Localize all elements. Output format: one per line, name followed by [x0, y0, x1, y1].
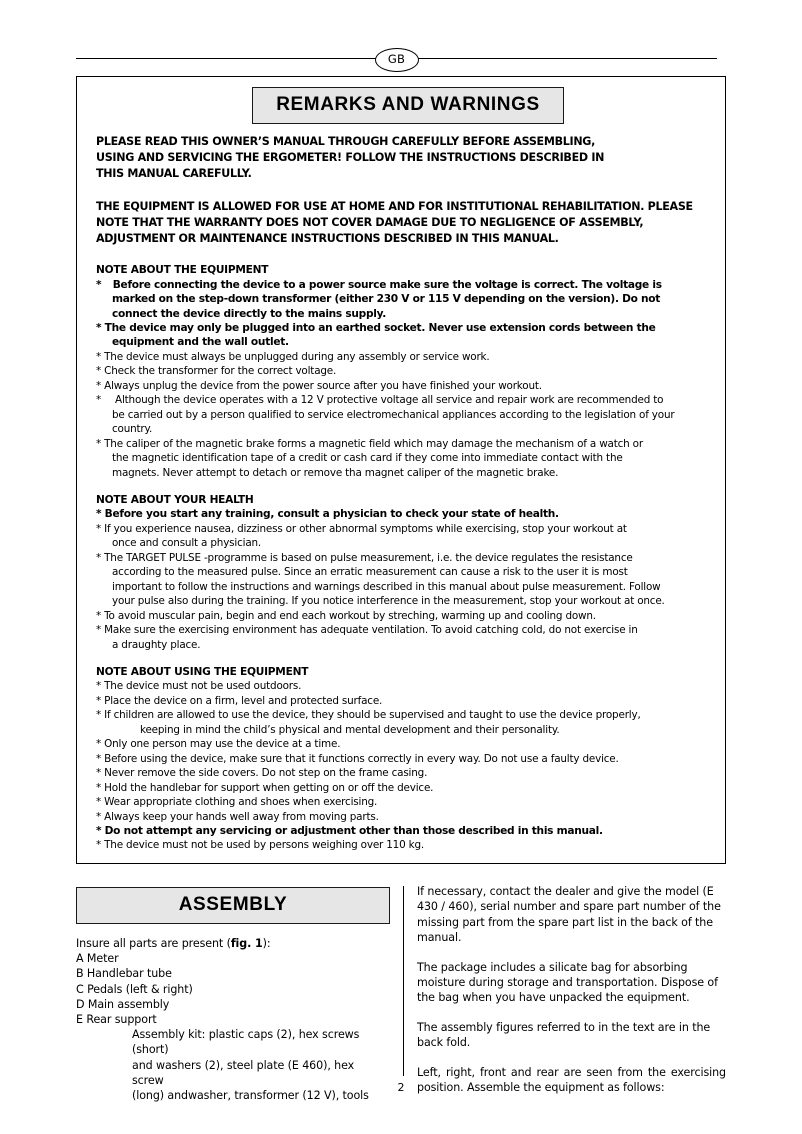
health-item: * Before you start any training, consult a physician to check your state of health.	[96, 508, 559, 521]
intro2-line-1: THE EQUIPMENT IS ALLOWED FOR USE AT HOME AND FOR INSTITUTIONAL REHABILITATION. PLEASE	[96, 199, 693, 213]
part-item-b: B Handlebar tube	[76, 967, 172, 981]
using-item: * Always keep your hands well away from moving parts.	[96, 810, 379, 823]
equipment-subheading: NOTE ABOUT THE EQUIPMENT	[96, 264, 269, 277]
part-item-a: A Meter	[76, 952, 119, 966]
assembly-section	[76, 884, 726, 1103]
equipment-item-cont: country.	[112, 423, 153, 436]
spacer	[96, 480, 711, 493]
assembly-note-paragraph: The assembly figures referred to in the text are in the back fold.	[417, 1021, 711, 1050]
remarks-and-warnings-panel	[76, 76, 726, 864]
equipment-item-cont: the magnetic identification tape of a credit or cash card if they come into immediate contact with the	[112, 452, 623, 465]
assembly-kit-line: (long) andwasher, transformer (12 V), tools	[132, 1089, 369, 1103]
equipment-item: * The caliper of the magnetic brake forms a magnetic field which may damage the mechanism of a watch or	[96, 437, 643, 450]
equipment-item-cont: magnets. Never attempt to detach or remove tha magnet caliper of the magnetic brake.	[112, 466, 559, 479]
remarks-section-heading: REMARKS AND WARNINGS	[252, 87, 564, 124]
health-item-cont: important to follow the instructions and warnings described in this manual about pulse measurement. Follow	[112, 580, 661, 593]
assembly-parts-list	[76, 936, 386, 1103]
spacer	[96, 652, 711, 665]
spacer	[96, 183, 711, 199]
health-item-cont: a draughty place.	[112, 638, 201, 651]
remarks-body-text	[96, 134, 711, 853]
equipment-item: * Check the transformer for the correct voltage.	[96, 365, 337, 378]
using-item: * Only one person may use the device at a time.	[96, 738, 341, 751]
intro2-line-3: ADJUSTMENT OR MAINTENANCE INSTRUCTIONS DESCRIBED IN THIS MANUAL.	[96, 232, 559, 246]
using-item: * Never remove the side covers. Do not step on the frame casing.	[96, 767, 428, 780]
part-item-e: E Rear support	[76, 1013, 157, 1027]
assembly-kit-line: and washers (2), steel plate (E 460), hex screw	[132, 1058, 358, 1087]
assembly-note-paragraph: The package includes a silicate bag for absorbing moisture during storage and transportation. Dispose of the bag when you have unpacked the equipment.	[417, 960, 718, 1005]
using-item: * Before using the device, make sure that it functions correctly in every way. Do not use a faulty device.	[96, 752, 619, 765]
using-item: * Wear appropriate clothing and shoes when exercising.	[96, 796, 378, 809]
equipment-list	[96, 278, 711, 480]
equipment-item: * Before connecting the device to a power source make sure the voltage is correct. The voltage is	[96, 278, 662, 291]
equipment-item-cont: connect the device directly to the mains supply.	[112, 307, 387, 320]
health-item: * Make sure the exercising environment has adequate ventilation. To avoid catching cold, do not exercise in	[96, 624, 638, 637]
health-subheading: NOTE ABOUT YOUR HEALTH	[96, 494, 254, 507]
figure-reference: fig. 1	[230, 937, 263, 950]
using-item: * Hold the handlebar for support when getting on or off the device.	[96, 781, 434, 794]
intro2-line-2: NOTE THAT THE WARRANTY DOES NOT COVER DAMAGE DUE TO NEGLIGENCE OF ASSEMBLY,	[96, 215, 644, 229]
equipment-item-cont: marked on the step-down transformer (either 230 V or 115 V depending on the version). Do not	[112, 293, 661, 306]
using-item: * The device must not be used by persons weighing over 110 kg.	[96, 839, 425, 852]
using-subheading: NOTE ABOUT USING THE EQUIPMENT	[96, 666, 309, 678]
equipment-item: * The device may only be plugged into an earthed socket. Never use extension cords between the	[96, 322, 656, 335]
health-item-cont: according to the measured pulse. Since an erratic measurement can cause a risk to the user it is most	[112, 566, 628, 579]
page-header-rule	[76, 52, 717, 67]
assembly-kit-line: Assembly kit: plastic caps (2), hex screws (short)	[132, 1028, 363, 1057]
equipment-item-cont: equipment and the wall outlet.	[112, 336, 289, 349]
intro1-line-3: THIS MANUAL CAREFULLY.	[96, 167, 252, 181]
part-item-c: C Pedals (left & right)	[76, 982, 193, 996]
health-item: * To avoid muscular pain, begin and end each workout by streching, warming up and cooling down.	[96, 609, 596, 622]
assembly-note-paragraph: If necessary, contact the dealer and give the model (E 430 / 460), serial number and spare part number of the missing part from the spare part list in the back of the manual.	[417, 885, 721, 944]
health-item-cont: your pulse also during the training. If you notice interference in the measurement, stop your workout at once.	[112, 595, 665, 608]
part-item-d: D Main assembly	[76, 997, 170, 1011]
equipment-item-cont: be carried out by a person qualified to service electromechanical appliances according to the legislation of your	[112, 408, 675, 421]
assembly-intro-prefix: Insure all parts are present (	[76, 937, 231, 950]
intro-paragraph-2	[96, 199, 711, 248]
intro1-line-1: PLEASE READ THIS OWNER’S MANUAL THROUGH CAREFULLY BEFORE ASSEMBLING,	[96, 135, 596, 148]
equipment-item: * Always unplug the device from the power source after you have finished your workout.	[96, 379, 542, 392]
health-item: * If you experience nausea, dizziness or other abnormal symptoms while exercising, stop your workout at	[96, 522, 627, 535]
country-code-badge: GB	[375, 48, 419, 72]
spacer	[96, 247, 711, 263]
health-item: * The TARGET PULSE -programme is based on pulse measurement, i.e. the device regulates the resistance	[96, 551, 633, 564]
health-item-cont: once and consult a physician.	[112, 537, 262, 550]
intro-paragraph-1	[96, 134, 711, 183]
assembly-intro-suffix: ):	[262, 937, 271, 950]
using-item-cont: keeping in mind the child’s physical and mental development and their personality.	[140, 723, 560, 736]
using-item: * The device must not be used outdoors.	[96, 680, 302, 693]
equipment-item: * Although the device operates with a 12 V protective voltage all service and repair work are recommended to	[96, 394, 664, 407]
assembly-intro-line	[76, 936, 386, 951]
using-item: * Do not attempt any servicing or adjustment other than those described in this manual.	[96, 824, 603, 837]
using-item: * If children are allowed to use the device, they should be supervised and taught to use the device properly,	[96, 709, 641, 722]
assembly-section-heading: ASSEMBLY	[76, 887, 390, 924]
health-list	[96, 507, 711, 652]
assembly-note-paragraph: Left, right, front and rear are seen from the exercising position. Assemble the equipment as follows:	[417, 1066, 726, 1095]
using-item: * Place the device on a firm, level and protected surface.	[96, 694, 383, 707]
page-number: 2	[397, 1081, 405, 1094]
assembly-column-divider	[403, 886, 404, 1076]
assembly-notes-column	[417, 884, 726, 1110]
intro1-line-2: USING AND SERVICING THE ERGOMETER! FOLLOW THE INSTRUCTIONS DESCRIBED IN	[96, 151, 605, 165]
equipment-item: * The device must always be unplugged during any assembly or service work.	[96, 350, 490, 363]
using-list	[96, 679, 711, 852]
